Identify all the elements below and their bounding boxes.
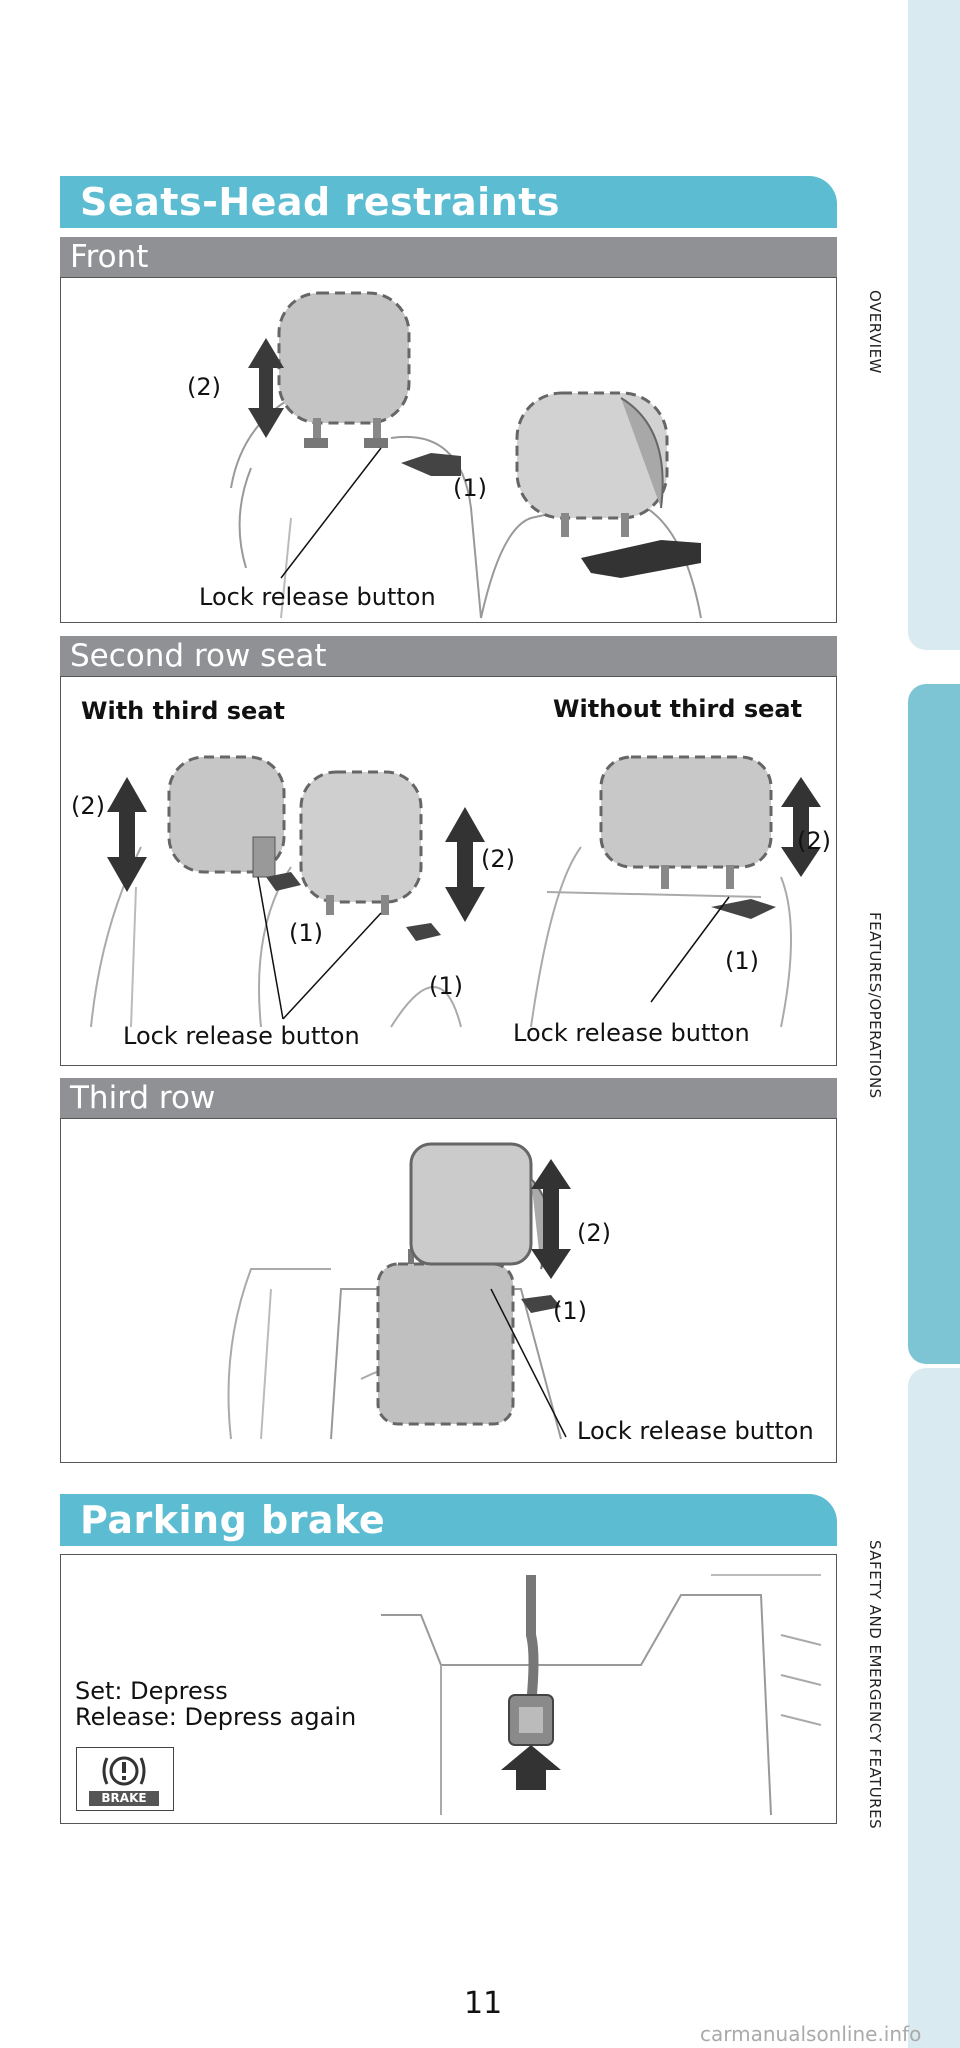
watermark: carmanualsonline.info	[700, 2022, 922, 2046]
front-figure-box	[60, 277, 837, 623]
parking-brake-pedal-illustration	[381, 1555, 831, 1821]
page-number: 11	[464, 1986, 503, 2021]
without-third-seat-heading: Without third seat	[553, 695, 803, 723]
brake-warning-indicator-icon	[76, 1747, 174, 1811]
side-tab-safety-label: SAFETY AND EMERGENCY FEATURES	[866, 1540, 884, 1830]
front-label-1: (1)	[453, 474, 487, 502]
front-head-restraint-illustration	[61, 278, 835, 621]
section-title-head-restraints: Seats-Head restraints	[60, 176, 837, 228]
third-row-lock-release-label: Lock release button	[577, 1417, 814, 1445]
side-tab-features-label: FEATURES/OPERATIONS	[866, 912, 884, 1099]
brake-indicator-text: BRAKE	[101, 1791, 147, 1805]
section-title-parking-brake: Parking brake	[60, 1494, 837, 1546]
second-row-label-1c: (1)	[725, 947, 759, 975]
side-tab-features[interactable]	[908, 684, 960, 1364]
parking-brake-set-text: Set: Depress	[75, 1677, 228, 1705]
front-label-2: (2)	[187, 373, 221, 401]
third-row-figure-box	[60, 1118, 837, 1463]
side-tab-overview-label: OVERVIEW	[866, 290, 884, 374]
with-third-seat-heading: With third seat	[81, 697, 285, 725]
second-row-figure-box	[60, 676, 837, 1066]
second-row-label-1a: (1)	[289, 919, 323, 947]
side-tab-overview[interactable]	[908, 0, 960, 650]
third-row-label-2: (2)	[577, 1219, 611, 1247]
second-row-head-restraint-illustration	[61, 727, 835, 1062]
parking-brake-release-text: Release: Depress again	[75, 1703, 357, 1731]
second-row-label-2c: (2)	[797, 827, 831, 855]
front-lock-release-label: Lock release button	[199, 583, 436, 611]
subsection-third-row-heading: Third row	[60, 1078, 837, 1118]
side-tab-safety[interactable]	[908, 1368, 960, 2048]
third-row-label-1: (1)	[553, 1297, 587, 1325]
second-row-label-2a: (2)	[71, 792, 105, 820]
second-row-label-2b: (2)	[481, 845, 515, 873]
third-row-head-restraint-illustration	[61, 1119, 835, 1461]
subsection-front-heading: Front	[60, 237, 837, 277]
second-row-lock-release-left: Lock release button	[123, 1022, 360, 1050]
second-row-label-1b: (1)	[429, 972, 463, 1000]
subsection-second-row-heading: Second row seat	[60, 636, 837, 676]
parking-brake-figure-box	[60, 1554, 837, 1824]
second-row-lock-release-right: Lock release button	[513, 1019, 750, 1047]
